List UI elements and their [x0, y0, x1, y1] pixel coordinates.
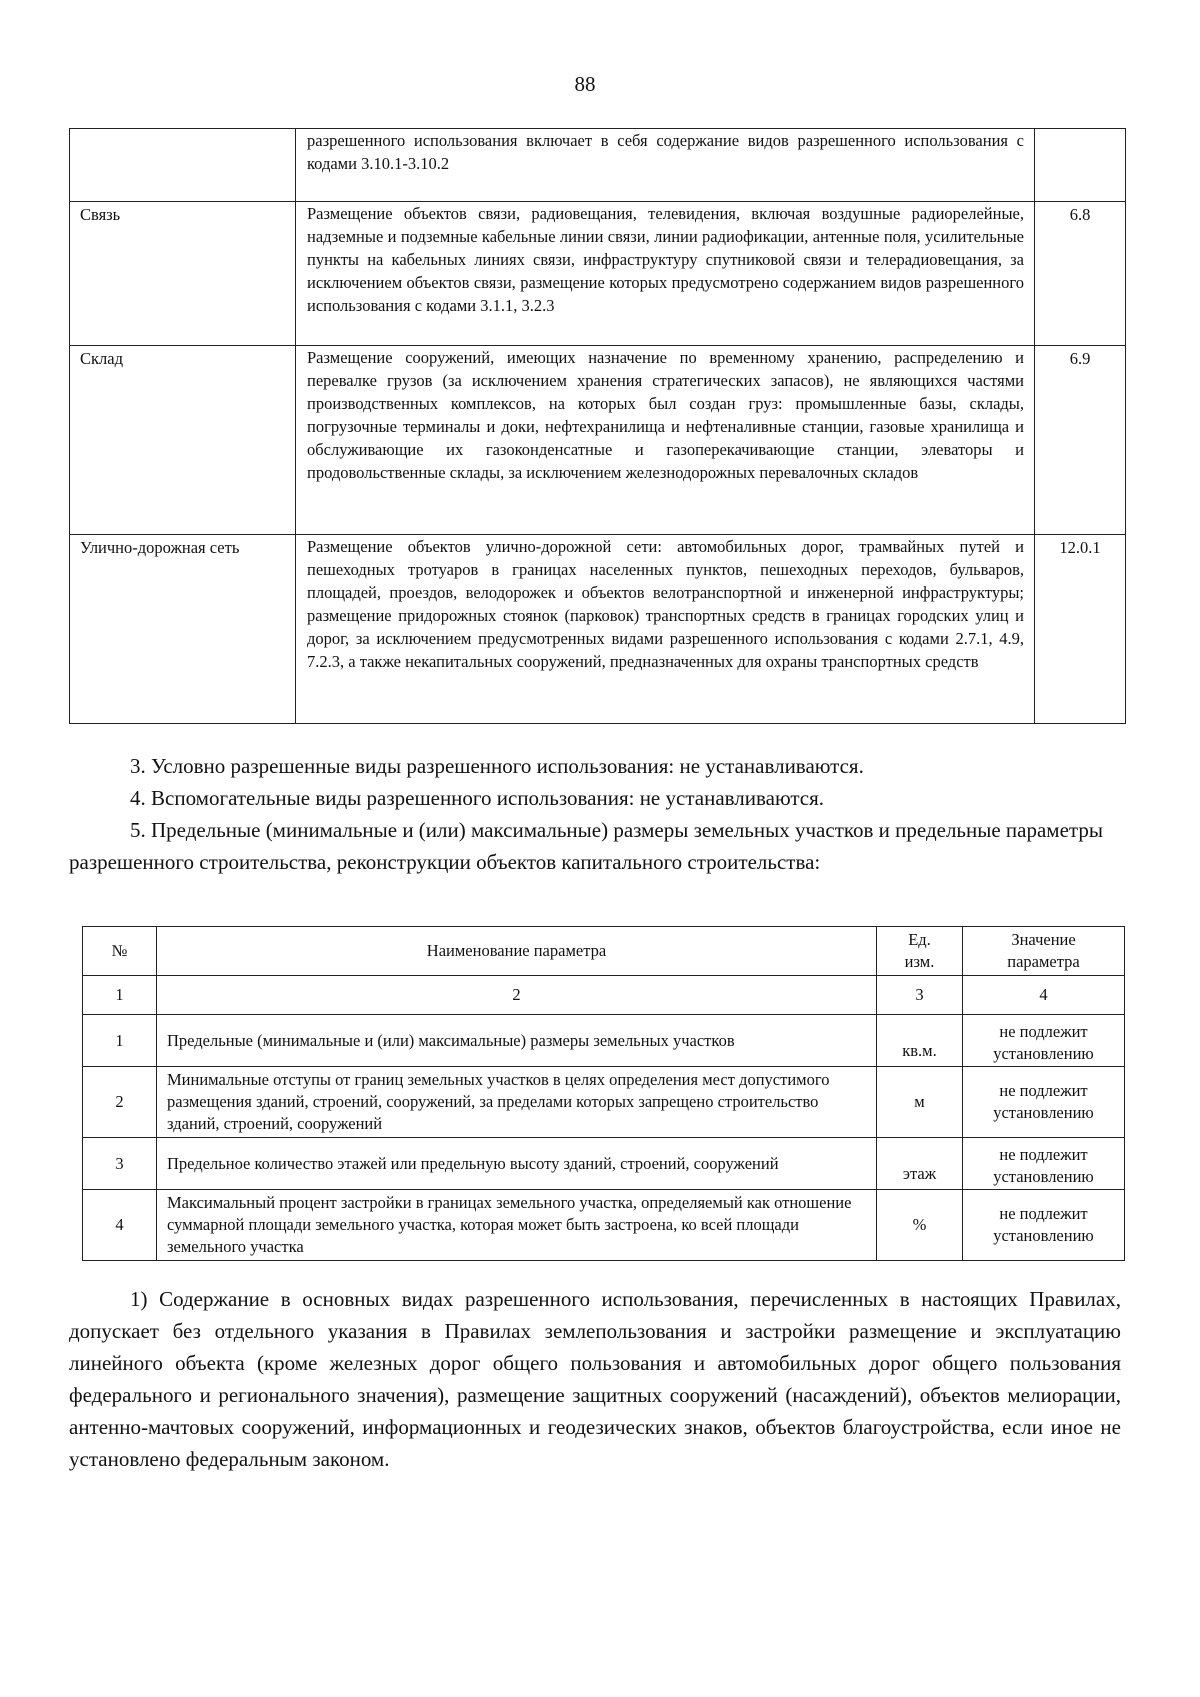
param-value: [963, 1190, 1125, 1261]
header-value-line1: Значение: [1011, 930, 1076, 949]
land-use-code: 12.0.1: [1035, 535, 1126, 724]
land-use-code: [1035, 129, 1126, 202]
param-value-line2: установлению: [993, 1103, 1094, 1122]
param-name: Максимальный процент застройки в границах земельного участка, определяемый как отношение суммарной площади земельного участка, которая может быть застроена, ко всей площади земельного участка: [157, 1190, 877, 1261]
param-num: 3: [83, 1138, 157, 1190]
land-use-name: [70, 129, 296, 202]
param-num: 4: [83, 1190, 157, 1261]
column-number: 4: [963, 976, 1125, 1015]
table-row: [83, 1067, 1125, 1138]
param-value: [963, 1138, 1125, 1190]
table-row: [83, 1015, 1125, 1067]
param-value-line1: не подлежит: [999, 1022, 1088, 1041]
table-row: [70, 535, 1126, 724]
paragraph-limit-parameters: 5. Предельные (минимальные и (или) максимальные) размеры земельных участков и предельные параметры разрешенного строительства, реконструкции объектов капитального строительства:: [69, 818, 1103, 874]
column-numbering-row: [83, 976, 1125, 1015]
page-number: 88: [574, 72, 596, 96]
paragraph-linear-objects-note: 1) Содержание в основных видах разрешенного использования, перечисленных в настоящих Правилах, допускает без отдельного указания в Правилах землепользования и застройки размещение и эксплуатацию линейного объекта (кроме железных дорог общего пользования и автомобильных дорог общего пользования федерального и регионального значения), размещение защитных сооружений (насаждений), объектов мелиорации, антенно-мачтовых сооружений, информационных и геодезических знаков, объектов благоустройства, если иное не установлено федеральным законом.: [69, 1287, 1121, 1471]
paragraph-auxiliary-uses: 4. Вспомогательные виды разрешенного использования: не устанавливаются.: [130, 786, 825, 810]
param-unit: %: [877, 1190, 963, 1261]
header-unit-line1: Ед.: [908, 930, 931, 949]
parameters-table: [82, 926, 1125, 1261]
header-unit-line2: изм.: [904, 952, 935, 971]
param-num: 1: [83, 1015, 157, 1067]
land-use-name: Связь: [70, 202, 296, 346]
land-use-code: 6.9: [1035, 346, 1126, 535]
land-use-name: Склад: [70, 346, 296, 535]
param-value-line1: не подлежит: [999, 1081, 1088, 1100]
param-name: Предельное количество этажей или предельную высоту зданий, строений, сооружений: [157, 1138, 877, 1190]
param-value-line2: установлению: [993, 1044, 1094, 1063]
param-name: Предельные (минимальные и (или) максимальные) размеры земельных участков: [157, 1015, 877, 1067]
column-number: 3: [877, 976, 963, 1015]
table-row: [70, 202, 1126, 346]
table-row: [83, 1190, 1125, 1261]
header-value-line2: параметра: [1007, 952, 1080, 971]
column-number: 1: [83, 976, 157, 1015]
land-use-table: [69, 128, 1126, 724]
land-use-description: Размещение сооружений, имеющих назначение по временному хранению, распределению и перевалке грузов (за исключением хранения стратегических запасов), не являющихся частями производственных комплексов, на которых был создан груз: промышленные базы, склады, погрузочные терминалы и доки, нефтехранилища и нефтеналивные станции, газовые хранилища и обслуживающие их газоконденсатные и газоперекачивающие станции, элеваторы и продовольственные склады, за исключением железнодорожных перевалочных складов: [296, 346, 1035, 535]
table-row: [83, 1138, 1125, 1190]
param-unit: этаж: [877, 1138, 963, 1190]
param-value-line2: установлению: [993, 1226, 1094, 1245]
param-unit: м: [877, 1067, 963, 1138]
param-value: [963, 1015, 1125, 1067]
land-use-description: разрешенного использования включает в себя содержание видов разрешенного использования с кодами 3.10.1-3.10.2: [296, 129, 1035, 202]
table-header-row: [83, 927, 1125, 976]
param-value-line1: не подлежит: [999, 1204, 1088, 1223]
param-num: 2: [83, 1067, 157, 1138]
param-value-line2: установлению: [993, 1167, 1094, 1186]
header-name: Наименование параметра: [157, 927, 877, 976]
table-row: [70, 346, 1126, 535]
land-use-description: Размещение объектов связи, радиовещания, телевидения, включая воздушные радиорелейные, надземные и подземные кабельные линии связи, линии радиофикации, антенные поля, усилительные пункты на кабельных линиях связи, инфраструктуру спутниковой связи и телерадиовещания, за исключением объектов связи, размещение которых предусмотрено содержанием видов разрешенного использования с кодами 3.1.1, 3.2.3: [296, 202, 1035, 346]
land-use-description: Размещение объектов улично-дорожной сети: автомобильных дорог, трамвайных путей и пешеходных тротуаров в границах населенных пунктов, пешеходных переходов, бульваров, площадей, проездов, велодорожек и объектов велотранспортной и инженерной инфраструктуры; размещение придорожных стоянок (парковок) транспортных средств в границах городских улиц и дорог, за исключением предусмотренных видами разрешенного использования с кодами 2.7.1, 4.9, 7.2.3, а также некапитальных сооружений, предназначенных для охраны транспортных средств: [296, 535, 1035, 724]
land-use-code: 6.8: [1035, 202, 1126, 346]
param-name: Минимальные отступы от границ земельных участков в целях определения мест допустимого размещения зданий, строений, сооружений, за пределами которых запрещено строительство зданий, строений, сооружений: [157, 1067, 877, 1138]
header-value: [963, 927, 1125, 976]
paragraph-conditional-uses: 3. Условно разрешенные виды разрешенного использования: не устанавливаются.: [130, 754, 864, 778]
param-unit: кв.м.: [877, 1015, 963, 1067]
header-num: №: [83, 927, 157, 976]
table-row: [70, 129, 1126, 202]
column-number: 2: [157, 976, 877, 1015]
param-value: [963, 1067, 1125, 1138]
header-unit: [877, 927, 963, 976]
param-value-line1: не подлежит: [999, 1145, 1088, 1164]
land-use-name: Улично-дорожная сеть: [70, 535, 296, 724]
